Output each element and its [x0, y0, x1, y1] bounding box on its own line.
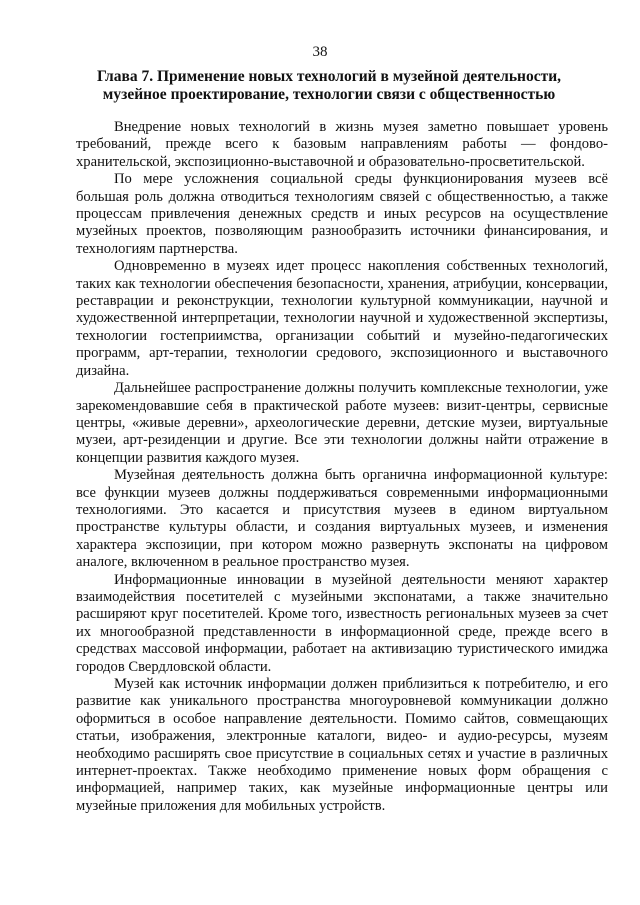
paragraph: Внедрение новых технологий в жизнь музея заметно повышает уровень требований, прежде всего к базовым направлениям работы — фондово-хранительской, экспозиционно-выставочной и образовательно-просветительской.	[76, 119, 608, 170]
paragraph: По мере усложнения социальной среды функционирования музеев всё большая роль должна отводиться технологиям связей с общественностью, а также процессам привлечения денежных средств и иных ресурсов на осуществление музейных проектов, позволяющим разнообразить источники финансирования, и технологиям партнерства.	[76, 171, 608, 257]
page-number: 38	[312, 44, 328, 60]
paragraph: Одновременно в музеях идет процесс накопления собственных технологий, таких как технологии обеспечения безопасности, хранения, атрибуции, консервации, реставрации и реконструкции, технологии культурной коммуникации, научной и художественной интерпретации, технологии научной и художественной экспертизы, технологии гостеприимства, организации событий и музейно-педагогических программ, арт-терапии, технологии средового, экспозиционного и выставочного дизайна.	[76, 258, 608, 379]
body-text	[76, 119, 608, 815]
chapter-title: Глава 7. Применение новых технологий в музейной деятельности, музейное проектирование, технологии связи с общественностью	[96, 68, 562, 103]
paragraph: Дальнейшее распространение должны получить комплексные технологии, уже зарекомендовавшие себя в практической работе музеев: визит-центры, сервисные центры, «живые деревни», археологические деревни, детские музеи, виртуальные музеи, арт-резиденции и другие. Все эти технологии должны найти отражение в концепции развития каждого музея.	[76, 380, 608, 466]
paragraph: Музейная деятельность должна быть органична информационной культуре: все функции музеев должны поддерживаться современными информационными технологиями. Это касается и присутствия музеев в едином виртуальном пространстве культуры области, и создания виртуальных музеев, и изменения характера экспозиции, при котором можно развернуть экспонаты на цифровом аналоге, включенном в реальное пространство музея.	[76, 467, 608, 571]
paragraph: Музей как источник информации должен приблизиться к потребителю, и его развитие как уникального пространства многоуровневой коммуникации должно оформиться в особое направление деятельности. Помимо сайтов, совмещающих статьи, изображения, электронные каталоги, видео- и аудио-ресурсы, музеям необходимо расширять свое присутствие в социальных сетях и участие в различных интернет-проектах. Также необходимо применение новых форм обращения с информацией, например таких, как музейные информационные центры или музейные приложения для мобильных устройств.	[76, 676, 608, 814]
paragraph: Информационные инновации в музейной деятельности меняют характер взаимодействия посетителей с музейными экспонатами, а также значительно расширяют круг посетителей. Кроме того, известность региональных музеев за счет их многообразной представленности в информационной среде, прежде всего в средствах массовой информации, работает на активизацию туристического имиджа городов Свердловской области.	[76, 571, 608, 675]
